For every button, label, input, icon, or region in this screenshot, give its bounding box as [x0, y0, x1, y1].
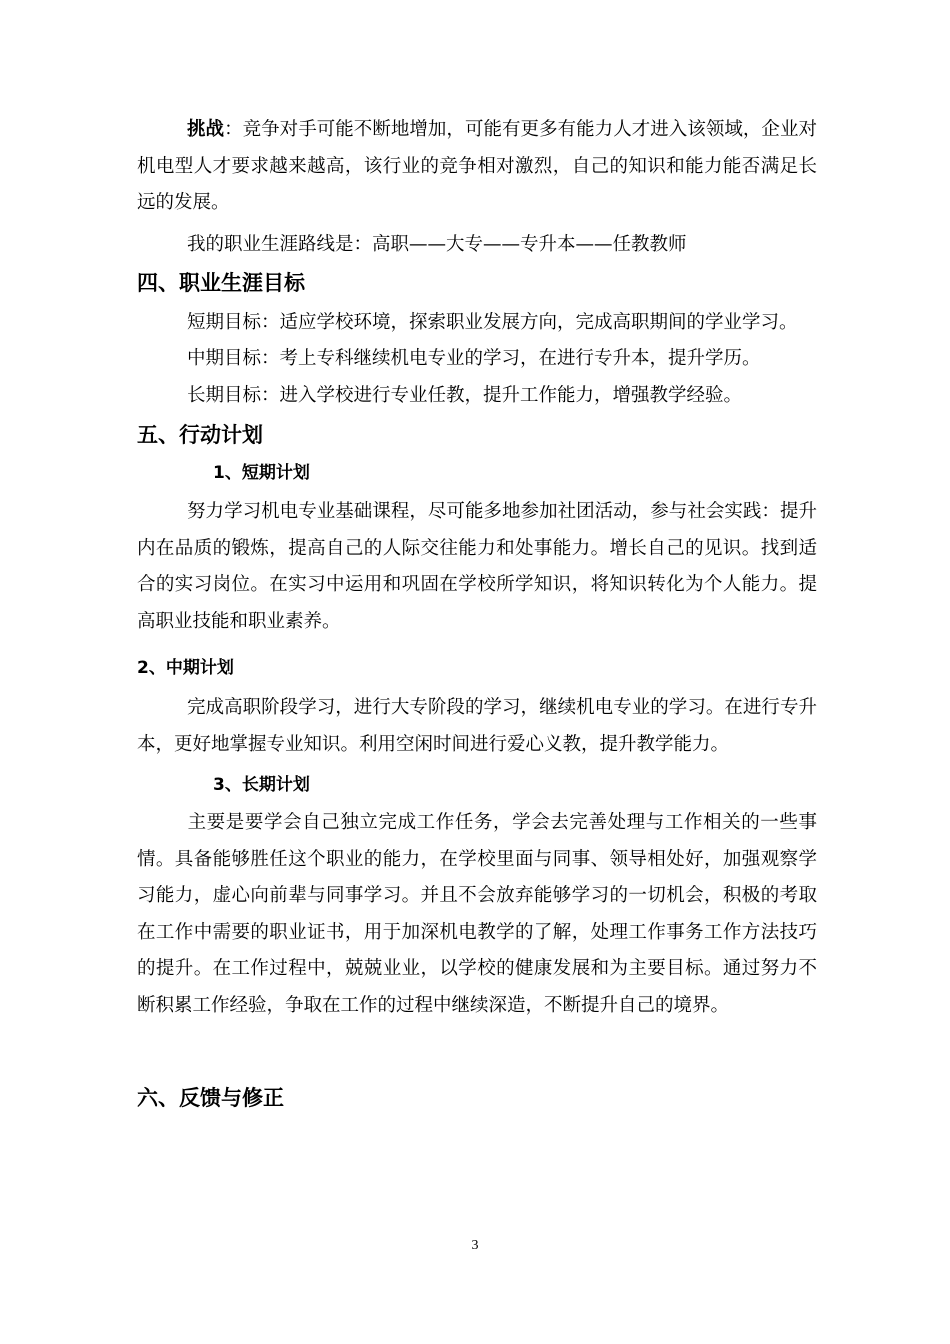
- plan2-text: 完成高职阶段学习，进行大专阶段的学习，继续机电专业的学习。在进行专升本，更好地掌握专业知识。利用空闲时间进行爱心义教，提升教学能力。: [137, 697, 817, 755]
- section4-heading: 四、职业生涯目标: [137, 271, 305, 295]
- career-route: 我的职业生涯路线是：高职——大专——专升本——任教教师: [187, 234, 687, 255]
- plan2-heading: 2、中期计划: [137, 658, 234, 678]
- plan2-paragraph: [137, 690, 817, 763]
- plan1-paragraph: [137, 494, 817, 640]
- challenge-paragraph: [137, 112, 817, 222]
- plan3-paragraph: [137, 805, 817, 1025]
- plan1-heading: 1、短期计划: [213, 463, 310, 483]
- plan3-text: 主要是要学会自己独立完成工作任务，学会去完善处理与工作相关的一些事情。具备能够胜任这个职业的能力，在学校里面与同事、领导相处好，加强观察学习能力，虚心向前辈与同事学习。并且不会放弃能够学习的一切机会，积极的考取在工作中需要的职业证书，用于加深机电教学的了解，处理工作事务工作方法技巧的提升。在工作过程中，兢兢业业，以学校的健康发展和为主要目标。通过努力不断积累工作经验，争取在工作的过程中继续深造，不断提升自己的境界。: [137, 812, 817, 1016]
- plan3-heading: 3、长期计划: [213, 775, 310, 795]
- section5-heading: 五、行动计划: [137, 423, 263, 447]
- mid-term-goal: 中期目标：考上专科继续机电专业的学习，在进行专升本，提升学历。: [187, 348, 761, 369]
- long-term-goal: 长期目标：进入学校进行专业任教，提升工作能力，增强教学经验。: [187, 385, 743, 406]
- page-number: 3: [471, 1238, 479, 1253]
- short-term-goal: 短期目标：适应学校环境，探索职业发展方向，完成高职期间的学业学习。: [187, 312, 798, 333]
- section6-heading: 六、反馈与修正: [137, 1086, 284, 1110]
- challenge-label: 挑战: [187, 119, 225, 140]
- plan1-text: 努力学习机电专业基础课程，尽可能多地参加社团活动，参与社会实践：提升内在品质的锻炼，提高自己的人际交往能力和处事能力。增长自己的见识。找到适合的实习岗位。在实习中运用和巩固在学校所学知识，将知识转化为个人能力。提高职业技能和职业素养。: [137, 501, 817, 632]
- challenge-text: ：竞争对手可能不断地增加，可能有更多有能力人才进入该领域，企业对机电型人才要求越来越高，该行业的竞争相对激烈，自己的知识和能力能否满足长远的发展。: [137, 119, 817, 214]
